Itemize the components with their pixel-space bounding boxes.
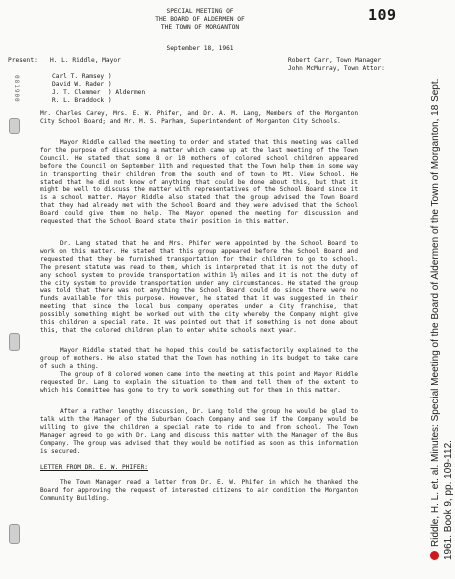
alderman-2: David W. Rader ) bbox=[52, 81, 112, 88]
citation-note bbox=[430, 70, 455, 560]
meeting-date: September 18, 1961 bbox=[166, 45, 234, 52]
paragraph-group-entered: The group of 8 colored women came into the meeting at this point and Mayor Riddle requested Dr. Lang to explain the situation to them and tell them of the extent to which his Committee has gone to try to work something out for them in this matter. bbox=[40, 371, 358, 394]
heading-line-1: SPECIAL MEETING OF bbox=[166, 8, 234, 15]
archive-stamp: 081900 bbox=[13, 75, 20, 103]
paragraph-mayor-budget: Mayor Riddle stated that he hoped this could be satisfactorily explained to the group of mothers. He also stated that the Town has nothing in its budget to take care of such a thing. bbox=[40, 347, 358, 370]
binder-hole bbox=[9, 524, 20, 544]
paragraph-dr-lang: Dr. Lang stated that he and Mrs. Phifer were appointed by the School Board to work on this matter. He stated that this group appeared before the School Board and requested that they be furnished transportation for their children to go to school. The present statute was read to them, which is interpreted that it is not the duty of any school system to provide transportation within 1½ miles and it is not the duty of the city system to provide transportation under any circumstances. He stated the group was told that there was not anything the School Board could do since there were no funds available for this purpose. However, he stated that it was suggested in their meeting that since the local bus company operates under a City franchise, that possibly something might be worked out with the city whereby the Company might give this children a special rate. It was pointed out that if something is not done about this, that the colored children plan to enter white schools next year. bbox=[40, 240, 358, 334]
paragraph-meeting-called: Mayor Riddle called the meeting to order and stated that this meeting was called for the purpose of discussing a matter which came up at the last meeting of the Town Council. He stated that some 8 or 10 mothers of colored school children appeared before the Council on September 11th and requested that the Town help them in some way in transporting their children from the south end of town to Mt. View School. He stated that he did not know of anything that could be done about this, but that it might be well to discuss the matter with representatives of the School Board since it is a school matter. Mayor Riddle also stated that the group advised the Town Board that they had already met with the School Board and they were advised that the School Board could give them no help. The Mayor opened the meeting for discussion and requested that the School Board state their position in this matter. bbox=[40, 139, 358, 226]
alderman-1: Carl T. Ramsey ) bbox=[52, 73, 112, 80]
present-mayor: H. L. Riddle, Mayor bbox=[50, 57, 121, 64]
page-number: 109 bbox=[368, 6, 397, 24]
heading-line-2: THE BOARD OF ALDERMEN OF bbox=[155, 16, 245, 23]
binder-hole bbox=[9, 333, 20, 351]
alderman-4: R. L. Braddock ) bbox=[52, 97, 112, 104]
red-dot-icon bbox=[430, 551, 439, 560]
present-label: Present: bbox=[8, 57, 38, 64]
paragraph-discussion: After a rather lengthy discussion, Dr. Lang told the group he would be glad to talk with the Manager of the Suburban Coach Company and see if the Company would be willing to give the children a special rate to ride to and from school. The Town Manager agreed to go with Dr. Lang and discuss this matter with the Manager of the Bus Company. The group was advised that they would be notified as soon as this information is secured. bbox=[40, 408, 358, 455]
citation-text: Riddle, H. L. et. al. Minutes: Special Meeting of the Board of Aldermen of the Town of Morganton, 18 Sept. 1961. Book 9, pp. 109-112. bbox=[430, 78, 454, 560]
present-manager: Robert Carr, Town Manager bbox=[288, 57, 382, 64]
heading-line-3: THE TOWN OF MORGANTON bbox=[160, 24, 240, 31]
paragraph-letter: The Town Manager read a letter from Dr. E. W. Phifer in which he thanked the Board for approving the request of interested citizens to air condition the Morganton Community Building. bbox=[40, 479, 358, 502]
alderman-3: J. T. Clemmer ) Aldermen bbox=[52, 89, 146, 96]
section-heading: LETTER FROM DR. E. W. PHIFER: bbox=[40, 464, 149, 471]
paragraph-attendees: Mr. Charles Carey, Mrs. E. W. Phifer, and Dr. A. M. Lang, Members of the Morganton City School Board; and Mr. M. S. Parham, Superintendent of Morganton City Schools. bbox=[40, 110, 358, 125]
binder-hole bbox=[9, 118, 20, 134]
present-attorney: John McMurray, Town Attor: bbox=[288, 65, 385, 72]
